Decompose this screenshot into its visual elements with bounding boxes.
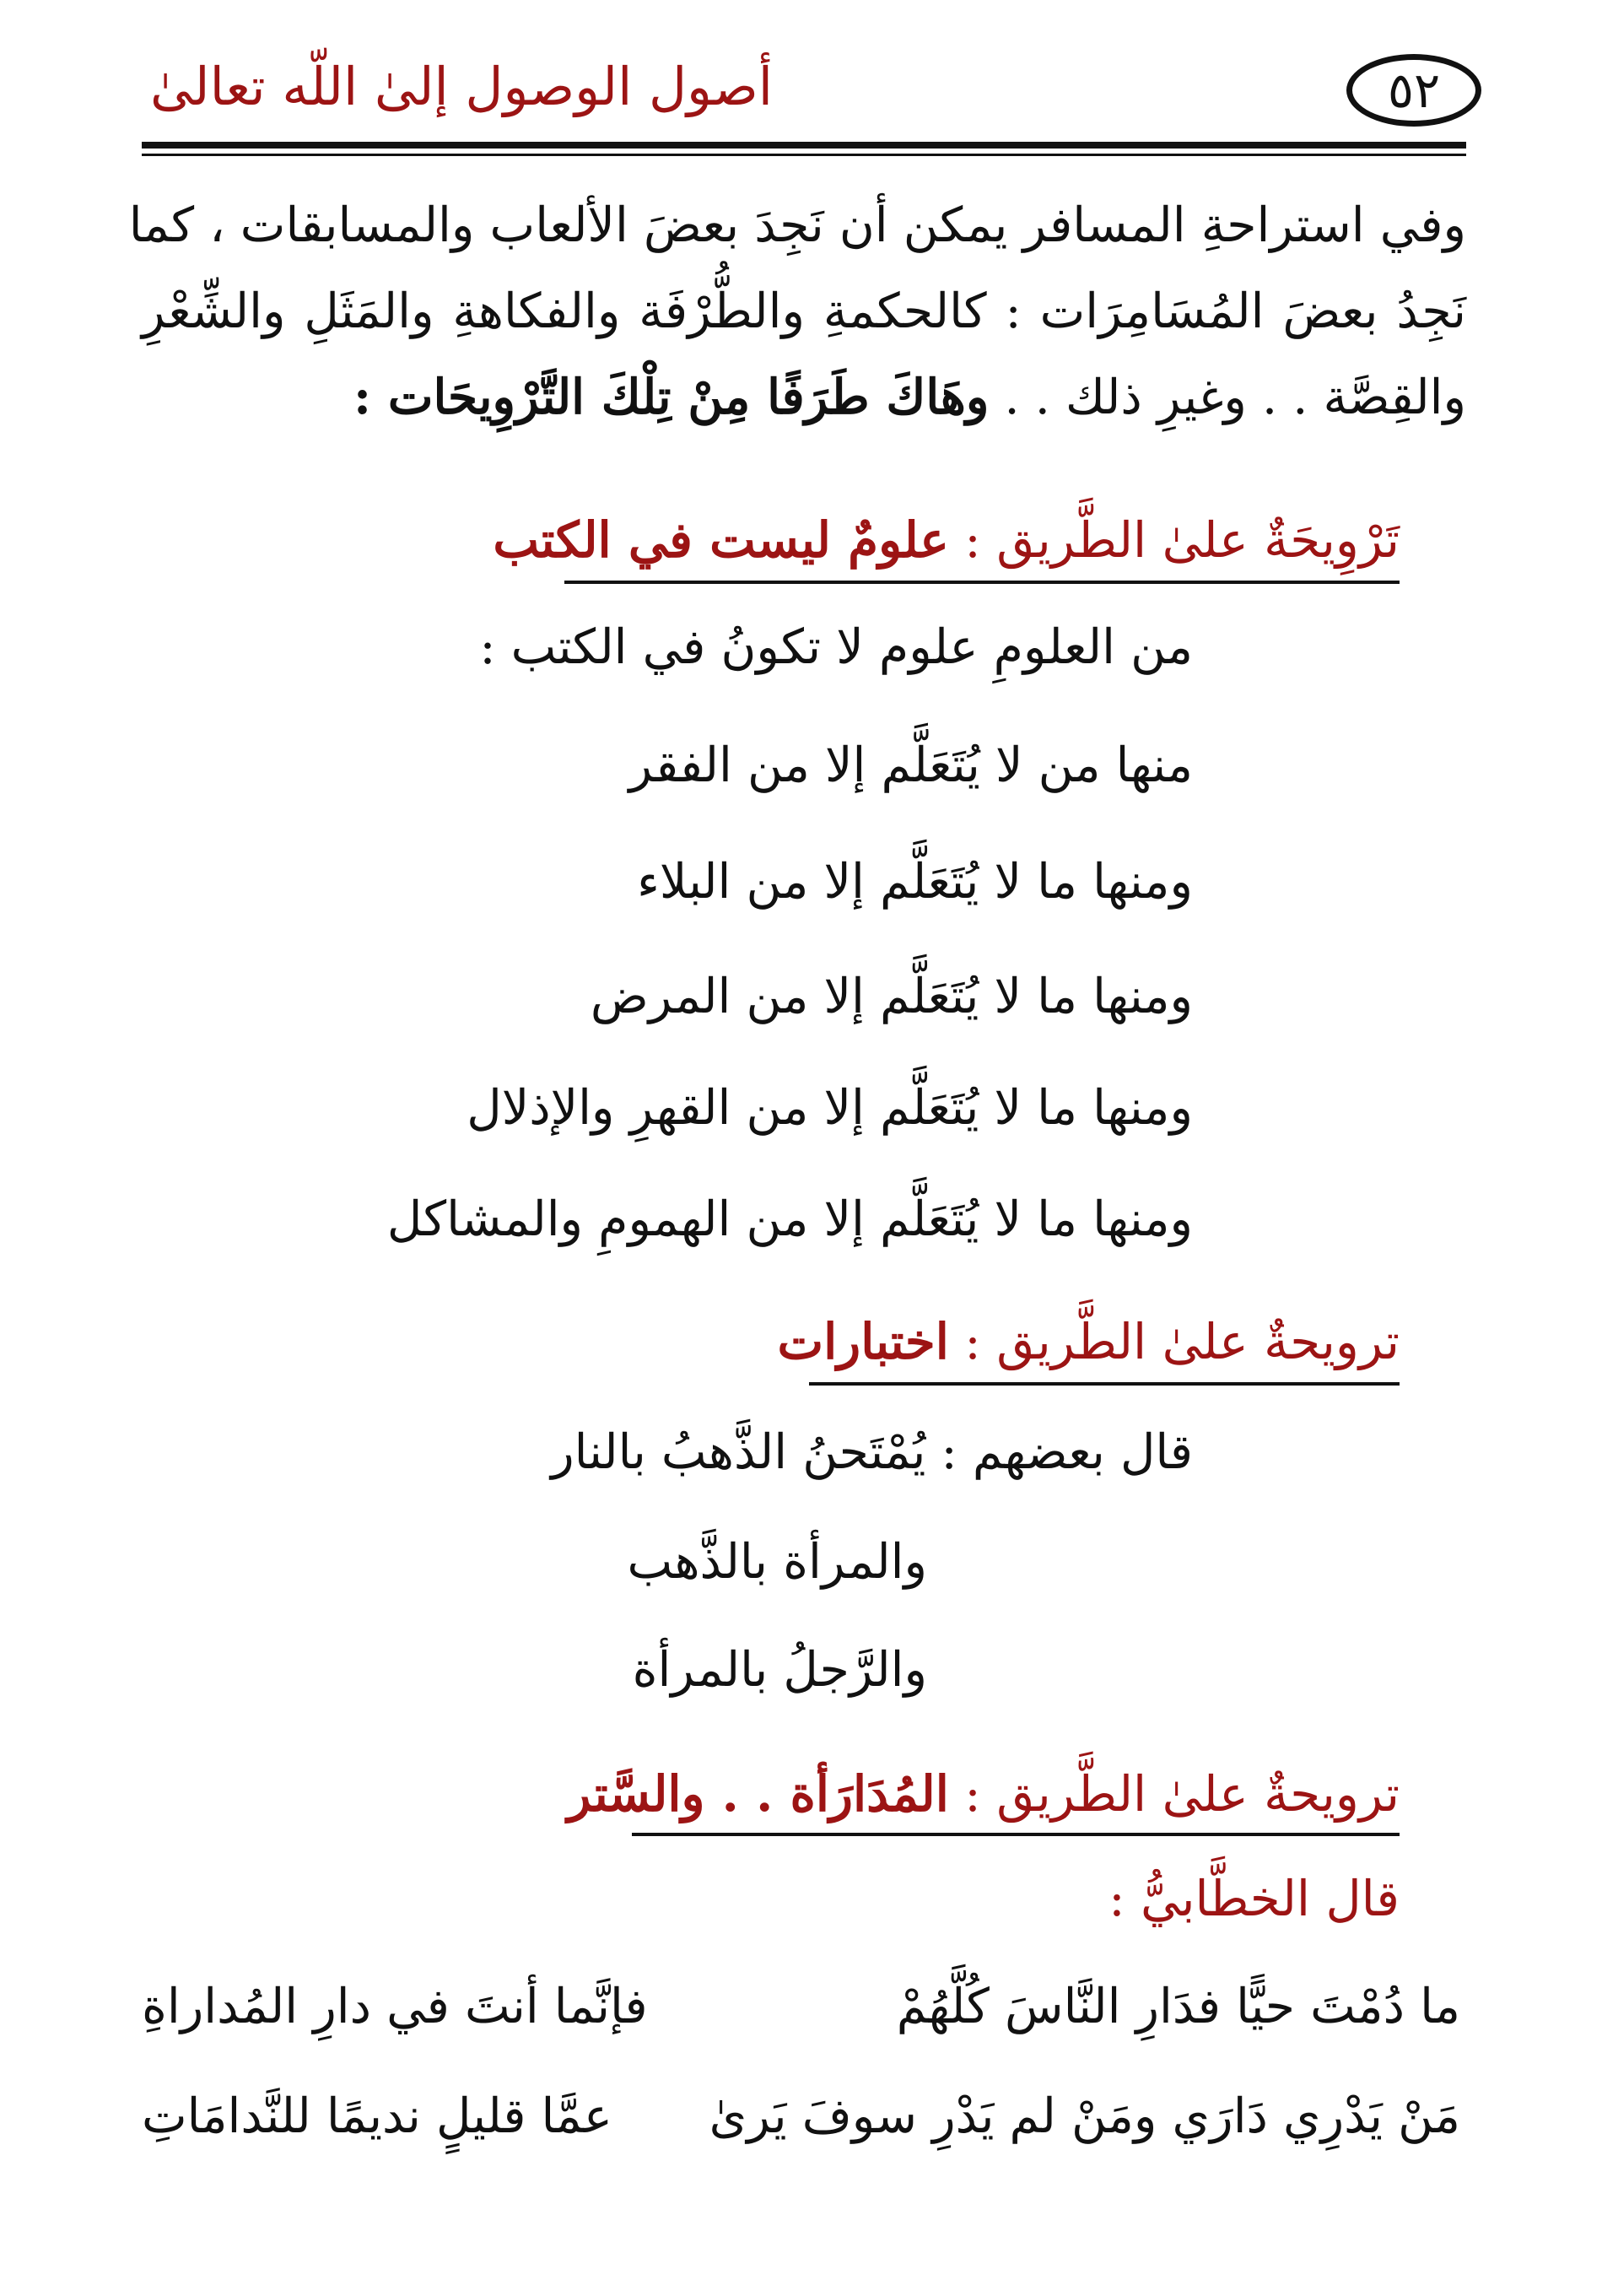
section2-line-2: والمرأة بالذَّهب bbox=[627, 1534, 927, 1590]
section1-line-4: ومنها ما لا يُتَعَلَّم إلا من المرض bbox=[590, 969, 1193, 1024]
verse-2-first-hemistich: مَنْ يَدْرِي دَارَي ومَنْ لم يَدْرِ سوفَ يَرىٰ bbox=[709, 2088, 1460, 2144]
intro-line-2: نَجِدُ بعضَ المُسَامِرَات : كالحكمةِ والطُّرْفَة والفكاهةِ والمَثَلِ والشِّعْرِ bbox=[142, 284, 1466, 339]
section-heading-2-bold: اختبارات bbox=[777, 1313, 949, 1370]
page-number: ٥٢ bbox=[1387, 62, 1441, 119]
section1-line-3: ومنها ما لا يُتَعَلَّم إلا من البلاء bbox=[637, 854, 1193, 910]
section-heading-1-bold: علومٌ ليست في الكتب bbox=[493, 511, 949, 569]
section-heading-2-plain: ترويحةٌ علىٰ الطَّريق : bbox=[964, 1313, 1400, 1370]
section-heading-1-plain: تَرْوِيحَةٌ علىٰ الطَّريق : bbox=[964, 511, 1400, 569]
section1-line-1: من العلومِ علوم لا تكونُ في الكتب : bbox=[479, 619, 1193, 675]
section1-line-2: منها من لا يُتَعَلَّم إلا من الفقر bbox=[628, 737, 1193, 793]
section-heading-3-bold: المُدَارَأة . . والسَّتر bbox=[567, 1765, 949, 1823]
header-rule bbox=[142, 142, 1466, 149]
verse-1-second-hemistich: فإنَّما أنتَ في دارِ المُداراةِ bbox=[142, 1979, 648, 2034]
section-heading-1-underline bbox=[564, 581, 1400, 584]
section-heading-2 bbox=[777, 1305, 1400, 1379]
section-heading-3 bbox=[567, 1757, 1400, 1831]
section-heading-3-underline bbox=[632, 1833, 1400, 1836]
section-heading-2-underline bbox=[809, 1382, 1400, 1386]
intro-line-3-plain: والقِصَّة . . وغيرِ ذلك . . bbox=[1004, 370, 1466, 425]
section-heading-1 bbox=[493, 503, 1400, 577]
intro-line-3-bold: وهَاكَ طَرَفًا مِنْ تِلْكَ التَّرْوِيحَات : bbox=[353, 369, 990, 425]
intro-line-3 bbox=[142, 358, 1466, 437]
poem-attribution: قال الخطَّابيُّ : bbox=[1108, 1870, 1400, 1927]
section1-line-6: ومنها ما لا يُتَعَلَّم إلا من الهمومِ والمشاكل bbox=[386, 1191, 1193, 1247]
running-header-title: أصول الوصول إلىٰ اللّه تعالىٰ bbox=[150, 56, 773, 117]
verse-1-first-hemistich: ما دُمْتَ حيًّا فدَارِ النَّاسَ كُلَّهُمْ bbox=[896, 1979, 1460, 2034]
section2-line-3: والرَّجلُ بالمرأة bbox=[632, 1642, 927, 1698]
section-heading-3-plain: ترويحةٌ علىٰ الطَّريق : bbox=[964, 1765, 1400, 1823]
section1-line-5: ومنها ما لا يُتَعَلَّم إلا من القهرِ والإذلال bbox=[467, 1080, 1193, 1136]
intro-line-1: وفي استراحةِ المسافر يمكن أن نَجِدَ بعضَ الألعاب والمسابقات ، كما bbox=[128, 197, 1466, 253]
section2-line-1: قال بعضهم : يُمْتَحنُ الذَّهبُ بالنار bbox=[551, 1424, 1193, 1480]
header-rule-thin bbox=[142, 154, 1466, 156]
page-number-badge bbox=[1346, 54, 1481, 127]
verse-2-second-hemistich: عمَّا قليلٍ نديمًا للنَّدامَاتِ bbox=[142, 2088, 612, 2144]
